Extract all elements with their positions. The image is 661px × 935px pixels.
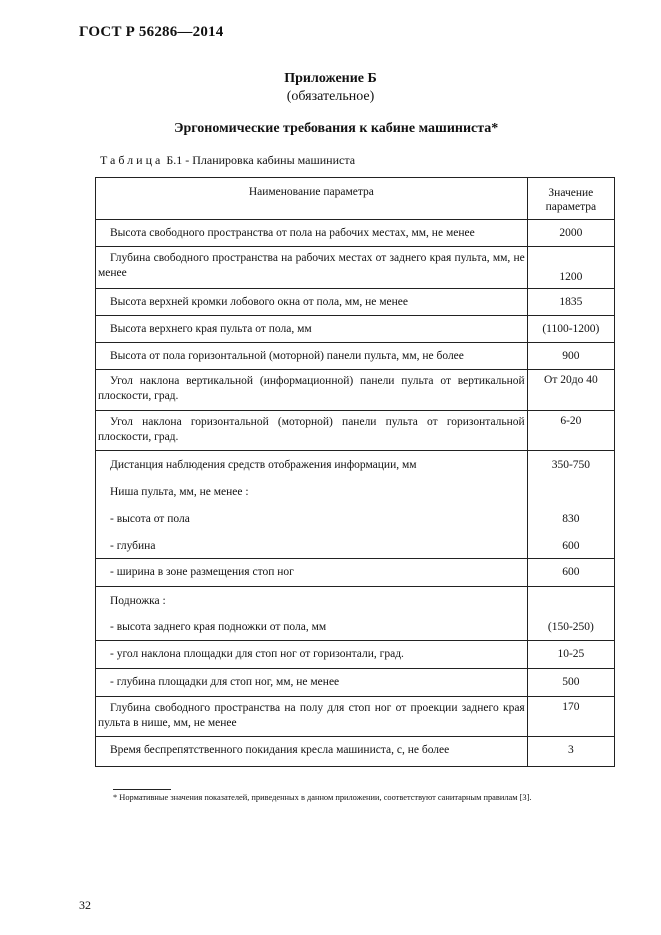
- table-row: [96, 247, 615, 289]
- table-row: [96, 316, 615, 343]
- param-niche-height: - высота от пола: [110, 513, 190, 525]
- param-footrest-height: - высота заднего края подножки от пола, мм: [110, 621, 327, 633]
- param-cell: Высота от пола горизонтальной (моторной) панели пульта, мм, не более: [96, 343, 528, 370]
- appendix-title: Приложение Б: [284, 71, 377, 86]
- table-row: [96, 289, 615, 316]
- param-cell: - глубина площадки для стоп ног, мм, не менее: [96, 669, 528, 697]
- value-cell: 170: [527, 697, 614, 737]
- param-cell: Высота верхней кромки лобового окна от пола, мм, не менее: [96, 289, 528, 316]
- table-caption-label: Таблица: [100, 153, 164, 167]
- table-row: [96, 559, 615, 587]
- table-row: [96, 220, 615, 247]
- value-cell: 1200: [527, 247, 614, 289]
- param-cell: Угол наклона вертикальной (информационной) панели пульта от вертикальной плоскости, град.: [96, 370, 528, 411]
- param-cell: - угол наклона площадки для стоп ног от горизонтали, град.: [96, 641, 528, 669]
- param-footrest-label: Подножка :: [110, 595, 166, 607]
- table-row: [96, 343, 615, 370]
- table-row: [96, 697, 615, 737]
- footnote-rule: [113, 789, 171, 790]
- value-niche-height: 830: [562, 513, 580, 525]
- param-niche-label: Ниша пульта, мм, не менее :: [110, 486, 249, 498]
- value-cell: 600: [527, 559, 614, 587]
- table-caption-text: Б.1 - Планировка кабины машиниста: [163, 153, 356, 167]
- value-cell: 900: [527, 343, 614, 370]
- table-caption: [100, 153, 355, 168]
- footnote: * Нормативные значения показателей, приведенных в данном приложении, соответствуют санитарным правилам [3].: [113, 793, 532, 802]
- value-cell: 2000: [527, 220, 614, 247]
- value-cell: 6-20: [527, 411, 614, 451]
- appendix-subtitle: (обязательное): [286, 89, 375, 104]
- page-number: 32: [79, 898, 91, 912]
- table-row: [96, 641, 615, 669]
- param-cell: Глубина свободного пространства на рабочих местах от заднего края пульта, мм, не менее: [96, 247, 528, 289]
- param-cell: - ширина в зоне размещения стоп ног: [96, 559, 528, 587]
- value-cell: 3: [527, 737, 614, 767]
- value-cell: (1100-1200): [527, 316, 614, 343]
- param-cell: Высота свободного пространства от пола на рабочих местах, мм, не менее: [96, 220, 528, 247]
- value-niche-depth: 600: [562, 540, 580, 552]
- param-cell-group: [96, 587, 528, 641]
- table-row: [96, 370, 615, 411]
- param-display-distance: Дистанция наблюдения средств отображения информации, мм: [110, 459, 417, 471]
- value-cell: 10-25: [527, 641, 614, 669]
- header-param: Наименование параметра: [96, 178, 528, 220]
- table-row: [96, 669, 615, 697]
- value-display-distance: 350-750: [551, 459, 591, 471]
- document-header: ГОСТ Р 56286—2014: [79, 24, 224, 40]
- value-cell: 500: [527, 669, 614, 697]
- param-cell: Высота верхнего края пульта от пола, мм: [96, 316, 528, 343]
- table-row: [96, 411, 615, 451]
- parameters-table: [95, 177, 615, 767]
- value-cell-group: [527, 587, 614, 641]
- param-cell: Время беспрепятственного покидания кресла машиниста, с, не более: [96, 737, 528, 767]
- param-cell: Глубина свободного пространства на полу для стоп ног от проекции заднего края пульта в нише, мм, не менее: [96, 697, 528, 737]
- header-value: Значение параметра: [527, 178, 614, 220]
- value-cell-group: [527, 451, 614, 559]
- table-header-row: [96, 178, 615, 220]
- table-row: [96, 737, 615, 767]
- value-cell: 1835: [527, 289, 614, 316]
- value-cell: От 20до 40: [527, 370, 614, 411]
- param-cell-group: [96, 451, 528, 559]
- table-row-group: [96, 451, 615, 559]
- table-row-group: [96, 587, 615, 641]
- section-title: Эргономические требования к кабине машиниста*: [174, 121, 499, 136]
- value-footrest-height: (150-250): [547, 621, 594, 633]
- param-niche-depth: - глубина: [110, 540, 156, 552]
- param-cell: Угол наклона горизонтальной (моторной) панели пульта от горизонтальной плоскости, град.: [96, 411, 528, 451]
